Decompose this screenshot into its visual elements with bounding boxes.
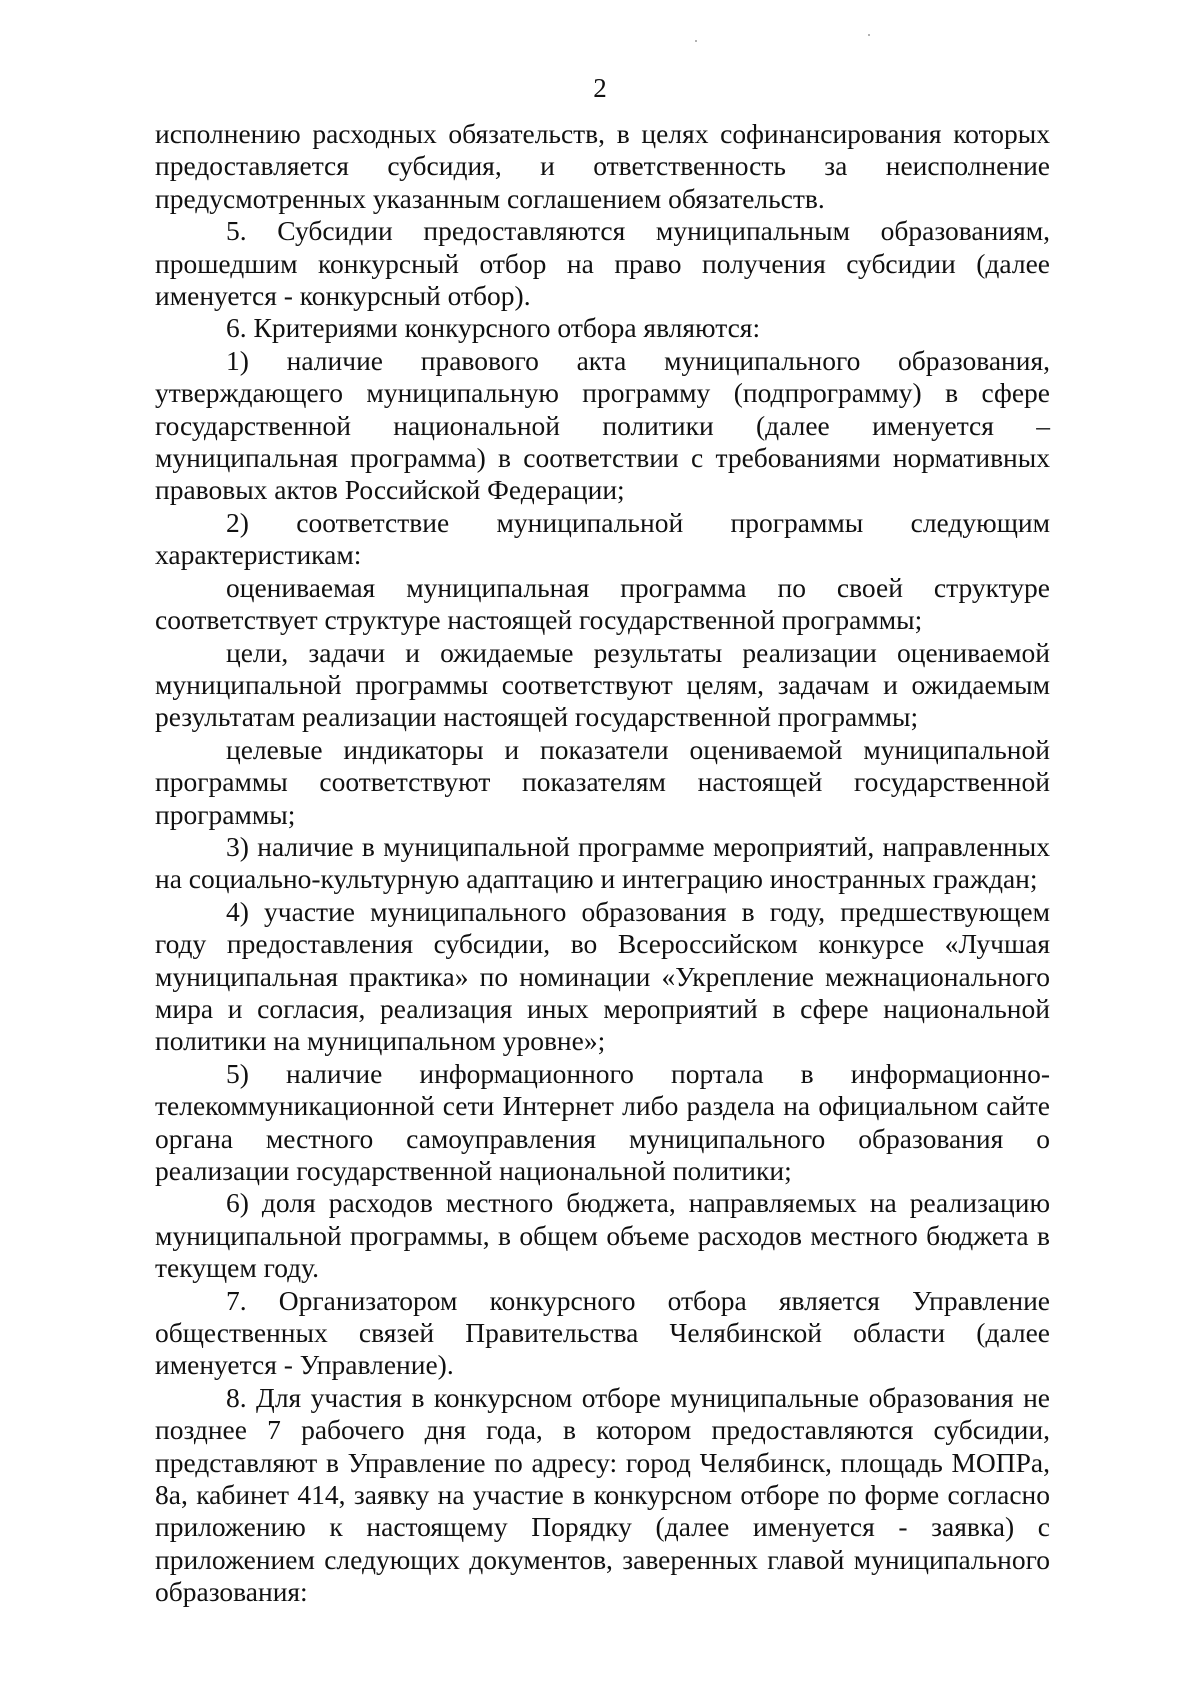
criterion-6: 6) доля расходов местного бюджета, направляемых на реализацию муниципальной программы, в общем объеме расходов местного бюджета в текущем году. [155,1187,1050,1284]
criterion-4: 4) участие муниципального образования в году, предшествующем году предоставления субсидии, во Всероссийском конкурсе «Лучшая муниципальная практика» по номинации «Укрепление межнационального мира и согласия, реализация иных мероприятий в сфере национальной политики на муниципальном уровне»; [155,895,1050,1057]
criterion-2-goals: цели, задачи и ожидаемые результаты реализации оцениваемой муниципальной программы соответствуют целям, задачам и ожидаемым результатам реализации настоящей государственной программы; [155,636,1050,733]
criterion-2-structure: оцениваемая муниципальная программа по своей структуре соответствует структуре настоящей государственной программы; [155,571,1050,636]
criterion-5: 5) наличие информационного портала в информационно-телекоммуникационной сети Интернет либо раздела на официальном сайте органа местного самоуправления муниципального образования о реализации государственной национальной политики; [155,1057,1050,1186]
page-number: 2 [593,73,607,103]
document-body [155,118,1050,1609]
paragraph-5-subsidies: 5. Субсидии предоставляются муниципальным образованиям, прошедшим конкурсный отбор на право получения субсидии (далее именуется - конкурсный отбор). [155,215,1050,312]
criterion-2-indicators: целевые индикаторы и показатели оцениваемой муниципальной программы соответствуют показателям настоящей государственной программы; [155,733,1050,830]
criterion-1: 1) наличие правового акта муниципального образования, утверждающего муниципальную программу (подпрограмму) в сфере государственной национальной политики (далее именуется – муниципальная программа) в соответствии с требованиями нормативных правовых актов Российской Федерации; [155,344,1050,506]
scan-artifact-dot [695,40,697,42]
paragraph-7-organizer: 7. Организатором конкурсного отбора является Управление общественных связей Правительства Челябинской области (далее именуется - Управление). [155,1284,1050,1381]
paragraph-8-application: 8. Для участия в конкурсном отборе муниципальные образования не позднее 7 рабочего дня года, в котором предоставляются субсидии, представляют в Управление по адресу: город Челябинск, площадь МОПРа, 8а, кабинет 414, заявку на участие в конкурсном отборе по форме согласно приложению к настоящему Порядку (далее именуется - заявка) с приложением следующих документов, заверенных главой муниципального образования: [155,1381,1050,1608]
scan-artifact-dot [868,34,870,36]
paragraph-6-criteria: 6. Критериями конкурсного отбора являются: [226,312,761,344]
paragraph-obligations-continued: исполнению расходных обязательств, в целях софинансирования которых предоставляется субсидия, и ответственность за неисполнение предусмотренных указанным соглашением обязательств. [155,118,1050,214]
criterion-3: 3) наличие в муниципальной программе мероприятий, направленных на социально-культурную адаптацию и интеграцию иностранных граждан; [155,830,1050,895]
criterion-2: 2) соответствие муниципальной программы следующим характеристикам: [155,506,1050,571]
